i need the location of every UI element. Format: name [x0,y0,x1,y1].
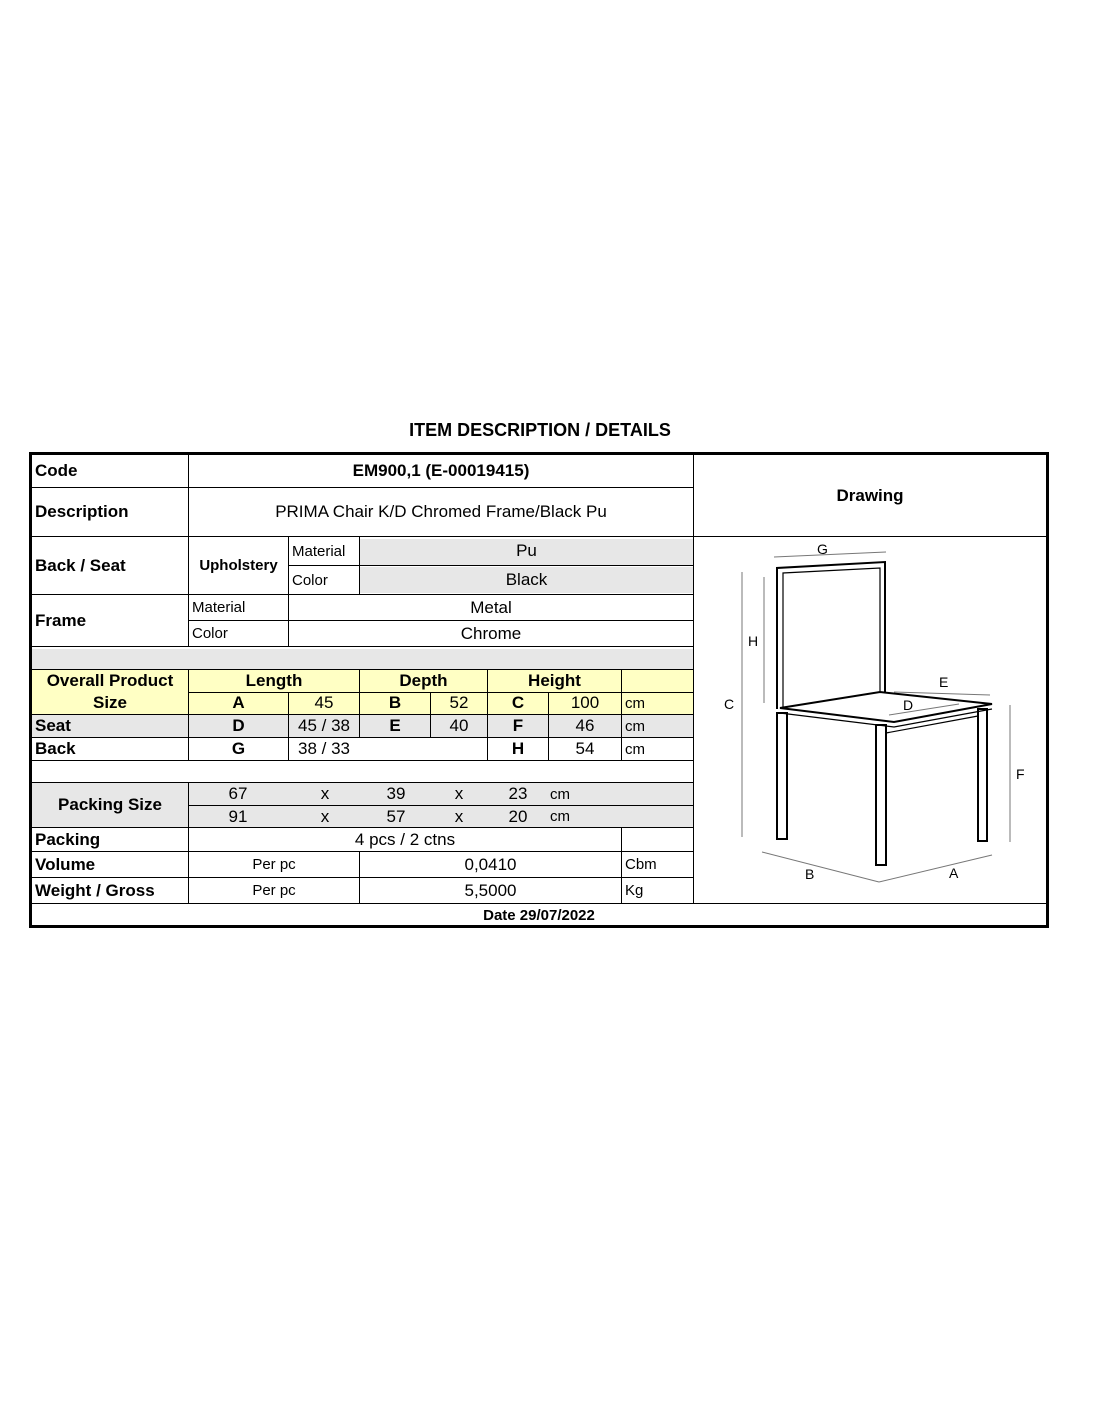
seat-unit: cm [625,717,645,735]
chair-drawing [694,537,1046,903]
seat-label: Seat [35,716,71,735]
frame-color-value: Chrome [460,623,522,643]
back-seat-label: Back / Seat [35,555,126,575]
pack1-x2: x [454,784,464,803]
weight-unit: Kg [625,882,644,899]
upholstery-label: Upholstery [199,557,278,574]
upholstery-material-value: Pu [516,541,537,560]
dim-d-value: 45 / 38 [298,716,350,735]
dim-g-value: 38 / 33 [298,739,350,758]
dim-d-letter: D [232,716,245,735]
pack2-height: 20 [508,806,528,826]
pack1-x1: x [320,784,330,803]
length-header: Length [245,670,303,690]
dim-f-value: 46 [575,716,595,735]
packing-size-label: Packing Size [58,795,162,814]
frame-material-label: Material [192,599,246,616]
chair-backrest [777,562,885,709]
chair-leg-front-right [876,725,886,865]
chair-leg-back-right [978,709,987,841]
volume-unit: Cbm [625,856,657,873]
dim-e-value: 40 [449,716,469,735]
dim-h-letter: H [511,739,525,758]
dim-label-a: A [949,865,959,881]
dim-label-d: D [903,697,914,713]
dim-b-letter: B [388,693,402,712]
dim-label-e: E [939,674,949,690]
code-label: Code [35,461,78,480]
upholstery-color-value: Black [505,570,548,589]
pack1-height: 23 [508,784,528,803]
height-header: Height [528,670,581,690]
dim-c-value: 100 [570,693,600,712]
pack2-length: 91 [228,806,248,826]
dim-f-letter: F [512,716,524,735]
dim-e-letter: E [389,716,401,735]
volume-label: Volume [35,854,96,874]
description-label: Description [35,502,129,521]
upholstery-color-label: Color [292,571,328,589]
dim-h-value: 54 [575,739,595,758]
pack1-unit: cm [550,785,570,803]
dim-a-value: 45 [314,693,334,712]
overall-label-line1: Overall Product [46,670,174,690]
dim-label-f: F [1016,766,1025,782]
description-value: PRIMA Chair K/D Chromed Frame/Black Pu [275,502,607,521]
dim-a-letter: A [232,693,245,712]
dim-c-letter: C [511,693,525,712]
packing-value: 4 pcs / 2 ctns [354,829,456,849]
dim-label-c: C [724,696,735,712]
upholstery-material-label: Material [292,542,346,560]
chair-leg-front-left [777,713,787,839]
volume-value: 0,0410 [464,854,517,874]
frame-label: Frame [35,610,87,630]
pack2-unit: cm [550,808,570,825]
dim-label-b: B [805,866,815,882]
dim-b-value: 52 [449,693,469,712]
packing-label: Packing [35,829,101,849]
depth-header: Depth [399,670,448,690]
pack2-x1: x [320,806,330,826]
overall-unit: cm [625,694,645,712]
code-value: EM900,1 (E-00019415) [352,461,530,480]
dim-g-letter: G [231,739,246,758]
volume-per: Per pc [252,856,296,873]
pack2-x2: x [454,806,464,826]
pack1-length: 67 [228,784,248,803]
date-footer: Date 29/07/2022 [483,906,595,924]
back-label: Back [35,739,76,758]
back-unit: cm [625,740,645,758]
chair-diagram [694,537,1046,903]
pack2-width: 57 [386,806,406,826]
weight-per: Per pc [252,882,296,899]
dim-label-g: G [817,541,828,557]
pack1-width: 39 [386,784,406,803]
frame-material-value: Metal [470,597,512,617]
overall-label-line2: Size [92,693,128,712]
drawing-label: Drawing [836,485,904,505]
frame-color-label: Color [192,625,228,642]
dim-label-h: H [748,633,759,649]
weight-value: 5,5000 [464,880,517,900]
weight-label: Weight / Gross [35,880,155,900]
sheet-title: ITEM DESCRIPTION / DETAILS [409,420,671,440]
